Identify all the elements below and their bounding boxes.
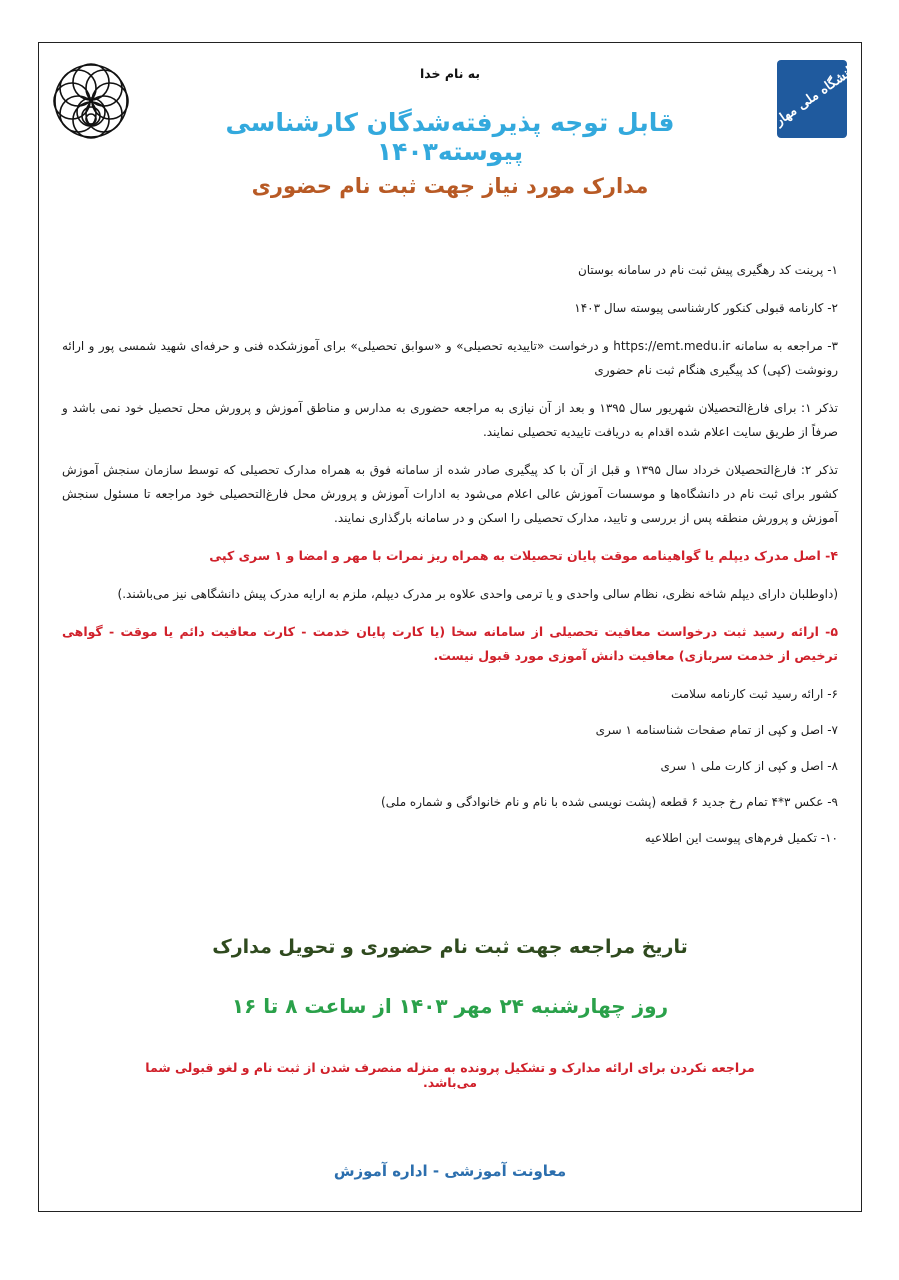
list-item-4: ۴- اصل مدرک دیپلم یا گواهینامه موقت پایان تحصیلات به همراه ریز نمرات با مهر و امضا و ۱ سری کپی (209, 548, 838, 563)
besmellah-heading: به نام خدا (419, 66, 481, 81)
registration-date-heading: تاریخ مراجعه جهت ثبت نام حضوری و تحویل مدارک (212, 936, 688, 958)
list-item-1: ۱- پرینت کد رهگیری پیش ثبت نام در سامانه بوستان (577, 263, 838, 277)
institute-emblem-logo (52, 62, 130, 140)
note-1: تذکر ۱: برای فارغ‌التحصیلان شهریور سال ۱۳۹۵ و بعد از آن نیازی به مراجعه حضوری به مدارس و مناطق آموزش و پرورش محل تحصیل خود نمی باشد و صرفاً از طریق سایت اعلام شده اقدام به دریافت تاییدیه تحصیلی نمایند. (62, 401, 838, 439)
list-item-6: ۶- ارائه رسید ثبت کارنامه سلامت (670, 687, 838, 701)
page-title: قابل توجه پذیرفته‌شدگان کارشناسی پیوسته۱۴۰۳ (225, 108, 675, 166)
university-logo-text: دانشگاه ملی مهارت (762, 61, 861, 137)
list-item-7: ۷- اصل و کپی از تمام صفحات شناسنامه ۱ سری (595, 723, 838, 737)
list-item-8: ۸- اصل و کپی از کارت ملی ۱ سری (660, 759, 838, 773)
list-item-5: ۵- ارائه رسید ثبت درخواست معافیت تحصیلی از سامانه سخا (یا کارت پایان خدمت - کارت معافیت دائم یا موقت - گواهی ترخیص از خدمت سربازی) معافیت دانش آموزی مورد قبول نیست. (62, 624, 838, 663)
list-item-4-note: (داوطلبان دارای دیپلم شاخه نظری، نظام سالی واحدی و یا ترمی واحدی علاوه بر مدرک دیپلم، ملزم به ارایه مدرک پیش دانشگاهی نیز می‌باشند.) (117, 587, 838, 601)
page-subtitle: مدارک مورد نیاز جهت ثبت نام حضوری (251, 174, 649, 198)
list-item-3: ۳- مراجعه به سامانه https://emt.medu.ir و درخواست «تاییدیه تحصیلی» و «سوابق تحصیلی» برای آموزشکده فنی و حرفه‌ای شهید شمسی پور و ارائه رونوشت (کپی) کد پیگیری هنگام ثبت نام حضوری (62, 339, 838, 377)
list-item-9: ۹- عکس ۳*۴ تمام رخ جدید ۶ قطعه (پشت نویسی شده با نام و نام خانوادگی و شماره ملی) (381, 795, 838, 809)
university-logo (762, 60, 861, 138)
signature-line: معاونت آموزشی - اداره آموزش (333, 1162, 567, 1180)
list-item-2: ۲- کارنامه قبولی کنکور کارشناسی پیوسته سال ۱۴۰۳ (574, 301, 838, 315)
list-item-10: ۱۰- تکمیل فرم‌های پیوست این اطلاعیه (644, 831, 838, 845)
note-2: تذکر ۲: فارغ‌التحصیلان خرداد سال ۱۳۹۵ و قبل از آن با کد پیگیری صادر شده از سامانه فوق به همراه مدارک تحصیلی که توسط سازمان سنجش آموزش کشور برای ثبت نام در دانشگاه‌ها و موسسات آموزش عالی اعلام می‌شود به ادارات آموزش و پرورش محل فارغ‌التحصیلی خود مراجعه تا مسئول سنجش آموزش و پرورش منطقه پس از بررسی و تایید، مدارک تحصیلی را اسکن و در سامانه بارگذاری نمایند. (62, 463, 838, 525)
requirements-list (62, 258, 838, 862)
warning-note: مراجعه نکردن برای ارائه مدارک و تشکیل پرونده به منزله منصرف شدن از ثبت نام و لغو قبولی شما می‌باشد. (145, 1060, 755, 1090)
registration-date: روز چهارشنبه ۲۴ مهر ۱۴۰۳ از ساعت ۸ تا ۱۶ (231, 994, 669, 1018)
